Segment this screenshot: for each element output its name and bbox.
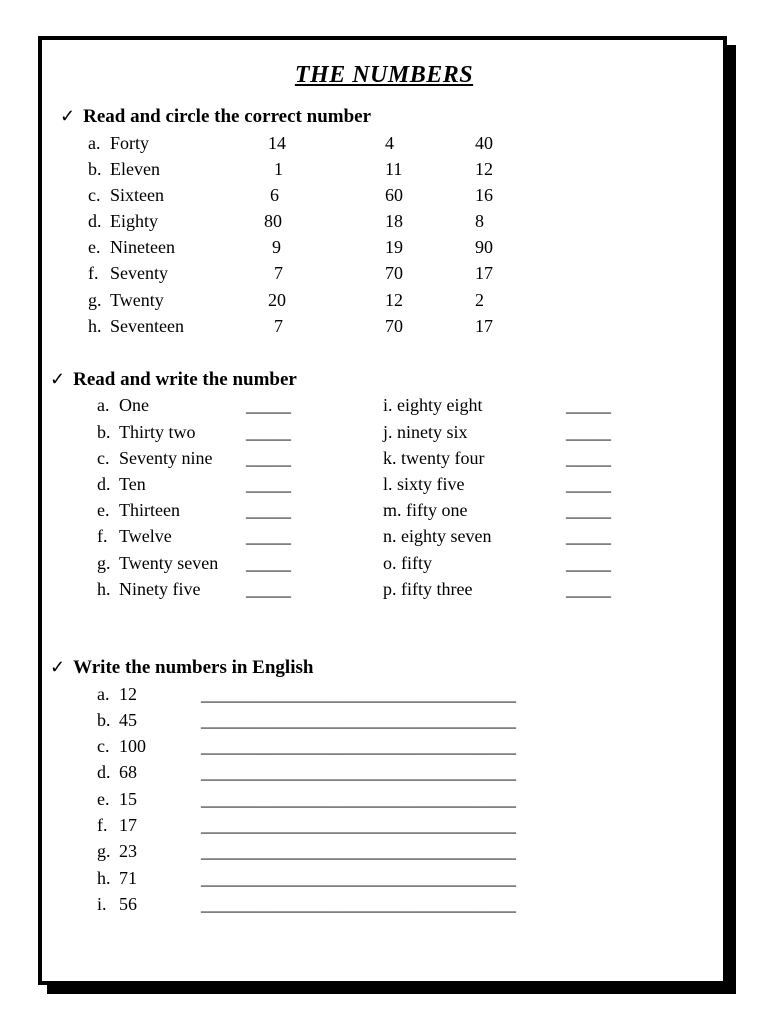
item-letter: b. bbox=[88, 159, 102, 179]
item-letter: d. bbox=[97, 474, 111, 494]
option-number[interactable]: 8 bbox=[475, 211, 484, 231]
item-letter: d. bbox=[88, 211, 102, 231]
item-word: n. eighty seven bbox=[383, 526, 492, 546]
checkmark-icon: ✓ bbox=[60, 106, 76, 126]
item-word: j. ninety six bbox=[383, 422, 468, 442]
list-item bbox=[0, 789, 768, 815]
item-letter: b. bbox=[97, 422, 111, 442]
item-word: Seventy bbox=[110, 263, 168, 283]
option-number[interactable]: 40 bbox=[475, 133, 493, 153]
item-number: 12 bbox=[119, 684, 137, 704]
section1-heading-text: Read and circle the correct number bbox=[83, 106, 372, 127]
answer-line[interactable]: ___________________________________ bbox=[201, 684, 516, 704]
option-number[interactable]: 9 bbox=[272, 237, 281, 257]
list-item bbox=[0, 762, 768, 788]
answer-blank[interactable]: _____ bbox=[566, 526, 611, 546]
answer-line[interactable]: ___________________________________ bbox=[201, 762, 516, 782]
answer-blank[interactable]: _____ bbox=[246, 553, 291, 573]
answer-blank[interactable]: _____ bbox=[566, 474, 611, 494]
item-word: Sixteen bbox=[110, 185, 164, 205]
option-number[interactable]: 6 bbox=[270, 185, 279, 205]
section3-heading bbox=[50, 657, 313, 679]
item-word: Twenty seven bbox=[119, 553, 219, 573]
item-letter: e. bbox=[97, 789, 110, 809]
answer-line[interactable]: ___________________________________ bbox=[201, 841, 516, 861]
list-item bbox=[0, 710, 768, 736]
item-letter: b. bbox=[97, 710, 111, 730]
list-item bbox=[0, 185, 768, 211]
option-number[interactable]: 12 bbox=[475, 159, 493, 179]
list-item bbox=[0, 553, 768, 579]
option-number[interactable]: 1 bbox=[274, 159, 283, 179]
item-word: Eleven bbox=[110, 159, 160, 179]
list-item bbox=[0, 684, 768, 710]
option-number[interactable]: 7 bbox=[274, 263, 283, 283]
section2-heading-text: Read and write the number bbox=[73, 369, 297, 390]
list-item bbox=[0, 500, 768, 526]
item-letter: c. bbox=[88, 185, 101, 205]
list-item bbox=[0, 474, 768, 500]
item-word: Thirteen bbox=[119, 500, 180, 520]
item-word: l. sixty five bbox=[383, 474, 465, 494]
item-letter: g. bbox=[88, 290, 102, 310]
item-number: 45 bbox=[119, 710, 137, 730]
option-number[interactable]: 80 bbox=[264, 211, 282, 231]
list-item bbox=[0, 316, 768, 342]
item-word: m. fifty one bbox=[383, 500, 468, 520]
page-title: THE NUMBERS bbox=[294, 62, 474, 88]
item-word: Ten bbox=[119, 474, 146, 494]
list-item bbox=[0, 263, 768, 289]
list-item bbox=[0, 211, 768, 237]
section1-heading bbox=[60, 106, 371, 128]
list-item bbox=[0, 815, 768, 841]
item-number: 17 bbox=[119, 815, 137, 835]
list-item bbox=[0, 894, 768, 920]
answer-blank[interactable]: _____ bbox=[246, 422, 291, 442]
section3-heading-text: Write the numbers in English bbox=[73, 657, 314, 678]
item-letter: a. bbox=[97, 395, 110, 415]
answer-line[interactable]: ___________________________________ bbox=[201, 736, 516, 756]
item-letter: e. bbox=[97, 500, 110, 520]
item-letter: c. bbox=[97, 448, 110, 468]
option-number[interactable]: 90 bbox=[475, 237, 493, 257]
option-number[interactable]: 17 bbox=[475, 263, 493, 283]
item-word: Eighty bbox=[110, 211, 158, 231]
checkmark-icon: ✓ bbox=[50, 369, 66, 389]
item-letter: f. bbox=[97, 526, 108, 546]
answer-blank[interactable]: _____ bbox=[246, 579, 291, 599]
item-letter: f. bbox=[88, 263, 99, 283]
item-letter: f. bbox=[97, 815, 108, 835]
option-number[interactable]: 70 bbox=[385, 263, 403, 283]
item-word: p. fifty three bbox=[383, 579, 473, 599]
answer-line[interactable]: ___________________________________ bbox=[201, 789, 516, 809]
item-number: 23 bbox=[119, 841, 137, 861]
list-item bbox=[0, 868, 768, 894]
answer-blank[interactable]: _____ bbox=[566, 553, 611, 573]
item-word: Ninety five bbox=[119, 579, 201, 599]
answer-blank[interactable]: _____ bbox=[246, 500, 291, 520]
option-number[interactable]: 70 bbox=[385, 316, 403, 336]
answer-blank[interactable]: _____ bbox=[246, 474, 291, 494]
option-number[interactable]: 19 bbox=[385, 237, 403, 257]
list-item bbox=[0, 422, 768, 448]
item-word: Nineteen bbox=[110, 237, 175, 257]
item-word: Seventeen bbox=[110, 316, 184, 336]
list-item bbox=[0, 579, 768, 605]
item-number: 71 bbox=[119, 868, 137, 888]
list-item bbox=[0, 736, 768, 762]
item-letter: e. bbox=[88, 237, 101, 257]
item-word: o. fifty bbox=[383, 553, 432, 573]
item-letter: a. bbox=[88, 133, 101, 153]
option-number[interactable]: 18 bbox=[385, 211, 403, 231]
item-word: Thirty two bbox=[119, 422, 196, 442]
answer-blank[interactable]: _____ bbox=[566, 422, 611, 442]
answer-line[interactable]: ___________________________________ bbox=[201, 815, 516, 835]
answer-blank[interactable]: _____ bbox=[246, 448, 291, 468]
list-item bbox=[0, 290, 768, 316]
item-letter: c. bbox=[97, 736, 110, 756]
answer-blank[interactable]: _____ bbox=[246, 526, 291, 546]
item-number: 100 bbox=[119, 736, 146, 756]
item-word: k. twenty four bbox=[383, 448, 485, 468]
answer-blank[interactable]: _____ bbox=[566, 448, 611, 468]
option-number[interactable]: 60 bbox=[385, 185, 403, 205]
item-letter: g. bbox=[97, 553, 111, 573]
item-word: i. eighty eight bbox=[383, 395, 483, 415]
answer-blank[interactable]: _____ bbox=[246, 395, 291, 415]
item-letter: d. bbox=[97, 762, 111, 782]
option-number[interactable]: 7 bbox=[274, 316, 283, 336]
item-number: 68 bbox=[119, 762, 137, 782]
option-number[interactable]: 2 bbox=[475, 290, 484, 310]
answer-line[interactable]: ___________________________________ bbox=[201, 868, 516, 888]
item-letter: h. bbox=[88, 316, 102, 336]
answer-line[interactable]: ___________________________________ bbox=[201, 894, 516, 914]
item-number: 56 bbox=[119, 894, 137, 914]
list-item bbox=[0, 448, 768, 474]
option-number[interactable]: 17 bbox=[475, 316, 493, 336]
list-item bbox=[0, 133, 768, 159]
item-letter: h. bbox=[97, 579, 111, 599]
list-item bbox=[0, 395, 768, 421]
list-item bbox=[0, 526, 768, 552]
answer-blank[interactable]: _____ bbox=[566, 395, 611, 415]
item-word: Twenty bbox=[110, 290, 164, 310]
list-item bbox=[0, 237, 768, 263]
option-number[interactable]: 12 bbox=[385, 290, 403, 310]
option-number[interactable]: 4 bbox=[385, 133, 394, 153]
item-number: 15 bbox=[119, 789, 137, 809]
option-number[interactable]: 16 bbox=[475, 185, 493, 205]
answer-line[interactable]: ___________________________________ bbox=[201, 710, 516, 730]
section2-heading bbox=[50, 369, 297, 391]
item-letter: h. bbox=[97, 868, 111, 888]
item-word: One bbox=[119, 395, 149, 415]
option-number[interactable]: 20 bbox=[268, 290, 286, 310]
item-word: Twelve bbox=[119, 526, 172, 546]
item-letter: i. bbox=[97, 894, 107, 914]
item-letter: g. bbox=[97, 841, 111, 861]
answer-blank[interactable]: _____ bbox=[566, 500, 611, 520]
item-word: Seventy nine bbox=[119, 448, 213, 468]
item-letter: a. bbox=[97, 684, 110, 704]
checkmark-icon: ✓ bbox=[50, 657, 66, 677]
item-word: Forty bbox=[110, 133, 150, 153]
list-item bbox=[0, 841, 768, 867]
answer-blank[interactable]: _____ bbox=[566, 579, 611, 599]
list-item bbox=[0, 159, 768, 185]
option-number[interactable]: 14 bbox=[268, 133, 286, 153]
option-number[interactable]: 11 bbox=[385, 159, 403, 179]
